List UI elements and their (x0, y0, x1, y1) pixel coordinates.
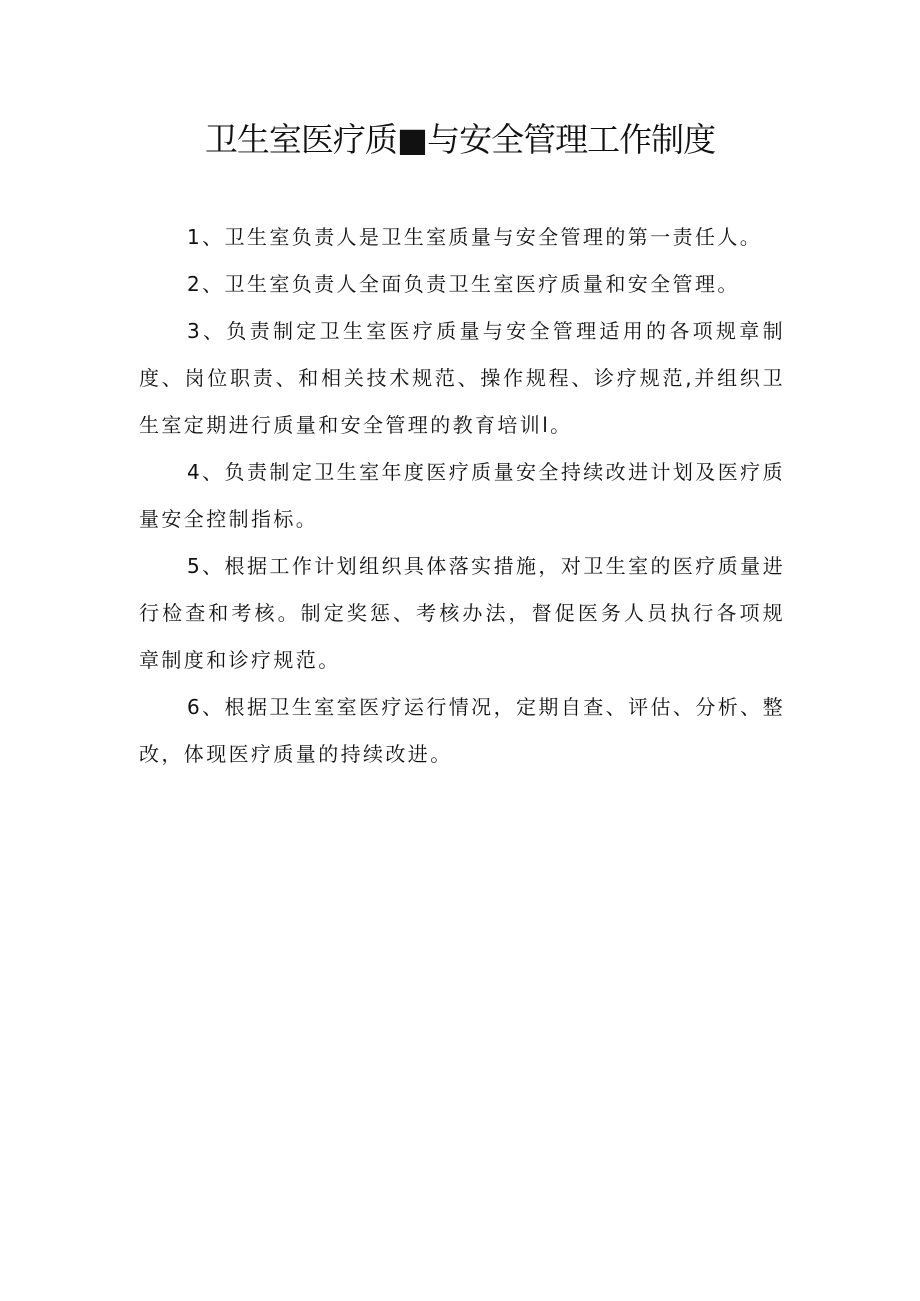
paragraph-5: 5、根据工作计划组织具体落实措施，对卫生室的医疗质量进行检查和考核。制定奖惩、考核办法，督促医务人员执行各项规章制度和诊疗规范。 (139, 554, 785, 672)
paragraph-3: 3、负责制定卫生室医疗质量与安全管理适用的各项规章制度、岗位职责、和相关技术规范、操作规程、诊疗规范,并组织卫生室定期进行质量和安全管理的教育培训l。 (139, 319, 785, 437)
paragraph-2: 2、卫生室负责人全面负责卫生室医疗质量和安全管理。 (187, 272, 740, 296)
paragraph-6: 6、根据卫生室室医疗运行情况，定期自查、评估、分析、整改，体现医疗质量的持续改进。 (139, 695, 785, 766)
paragraph-4: 4、负责制定卫生室年度医疗质量安全持续改进计划及医疗质量安全控制指标。 (139, 460, 785, 531)
document-body (139, 214, 785, 778)
paragraph-1: 1、卫生室负责人是卫生室质量与安全管理的第一责任人。 (187, 225, 763, 249)
document-title: 卫生室医疗质■与安全管理工作制度 (204, 120, 716, 159)
